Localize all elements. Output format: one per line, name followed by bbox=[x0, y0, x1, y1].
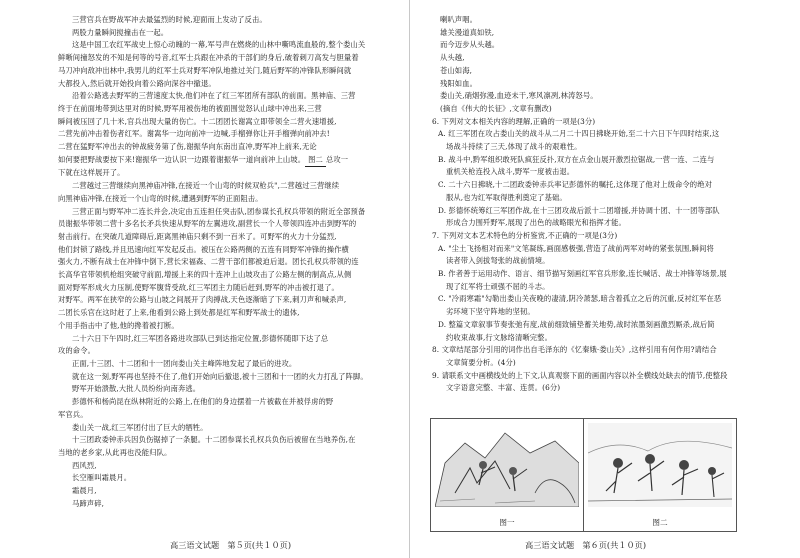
line-text: 雄关漫道真如铁, bbox=[440, 27, 495, 37]
left_page-text-line bbox=[58, 65, 394, 78]
left_page-text-line bbox=[58, 282, 394, 295]
line-text: 现了红军将士顽强不屈的斗志。 bbox=[446, 281, 550, 291]
line-text: 约收束战事,行文脉络清晰完整。 bbox=[446, 332, 552, 342]
left_page-text-line bbox=[58, 447, 394, 460]
line-text: 沿着公路逃去野军的三营速度太快,他们冲在了红三军团所有部队的前面。黑神庙、三营 bbox=[72, 91, 356, 101]
line-text: 而今迈步从头越。 bbox=[440, 40, 500, 50]
left_page-text-line bbox=[58, 116, 394, 129]
line-text: 三营官兵在野战军冲去最猛烈的时候,迎面而上发动了反击。 bbox=[72, 15, 267, 24]
left_page-text-line bbox=[58, 52, 394, 65]
left_page-text-line bbox=[58, 78, 394, 91]
line-text: 如何要把野战要按下来!谢振华一边认识一边跟着谢振华一道向前冲上山坡。 bbox=[58, 154, 306, 164]
line-text: 从头越, bbox=[440, 53, 465, 63]
left_page-text-line bbox=[58, 141, 394, 154]
left_page-text-line bbox=[58, 472, 394, 485]
figure-panel bbox=[430, 418, 737, 532]
right_page-text-line bbox=[426, 128, 744, 141]
left_page-text-line bbox=[58, 320, 394, 333]
right_page-text-line bbox=[426, 52, 744, 65]
line-text: 苍山如海, bbox=[440, 65, 473, 75]
figure-1-caption: 图一 bbox=[499, 518, 515, 527]
line-text: 十三团政委钟赤兵因负伤锯掉了一条腿。十二团参谋长孔权兵负伤后被留在当地养伤,在 bbox=[72, 435, 356, 445]
left_page-text-line bbox=[58, 460, 394, 473]
line-text: 9. 请联系文中画横线处的上下文,认真观察下面的画面内容以补全横线处缺去的情节,使整段 bbox=[432, 370, 728, 380]
right_page-text-line bbox=[426, 14, 744, 27]
line-text: 个用手指击中了他,他的搀着被打断。 bbox=[58, 320, 179, 330]
line-text: 形成合力围歼野军,展现了出色的战略眼光和指挥才能。 bbox=[446, 218, 626, 228]
left_page-text-line bbox=[58, 371, 394, 384]
line-text: C. "冷雨寒霜"勾勒出娄山关夜晚的凄清,阴冷萧瑟,暗含着孤立之后的沉重,反衬红军在恶 bbox=[438, 294, 722, 304]
line-text: 场战斗持续了三天,体现了战斗的艰难性。 bbox=[446, 142, 582, 152]
line-text: 大都投入,然后就开始投向着公路向深谷中撤退。 bbox=[58, 78, 216, 88]
line-text: 马刀冲向敌冲出林中,我男儿的红军士兵对野军冲队地推过关门,随后野军的冲锋队形瞬间就 bbox=[58, 65, 352, 75]
line-text: (摘自《伟大的长征》,文章有删改) bbox=[440, 103, 552, 113]
left_page-text-line bbox=[58, 14, 394, 27]
right_page-text-line bbox=[426, 243, 744, 256]
left_page-text-line bbox=[58, 485, 394, 498]
left_page-text-line bbox=[58, 103, 394, 116]
line-text: 员谢振华带领二营十多名长矛兵快速从野军的左翼进攻,副营长一个人带领四连冲击到野军的 bbox=[58, 219, 357, 229]
right_page-text-line bbox=[426, 306, 744, 319]
right_page-text-line bbox=[426, 217, 744, 230]
line-text: 军官兵。 bbox=[58, 409, 88, 419]
page-divider bbox=[409, 0, 410, 558]
line-text: 二团长乐官在这时赶了上来,他看到公路上到处都是红军和野军战士的遗体, bbox=[58, 308, 300, 318]
left_page-text-line bbox=[58, 434, 394, 447]
line-text: 野军开始溃散,大批人员纷纷向南奔逃。 bbox=[72, 384, 201, 394]
right_page-text-line bbox=[426, 255, 744, 268]
line-text: 这是中国工农红军战史上惊心动魄的一幕,军号声在燃烧的山林中嘶鸣流血般的,整个娄山关 bbox=[72, 40, 366, 50]
battle-sketch-2-icon bbox=[588, 423, 732, 507]
line-text: 娄山关一战,红三军团付出了巨大的牺牲。 bbox=[72, 422, 208, 432]
line-text: 劣环境下坚守阵地的坚韧。 bbox=[446, 307, 535, 317]
line-text: 对野军。两军在狭窄的公路与山坡之间展开了肉搏战,天色逐渐暗了下来,刺刀声和喊杀声, bbox=[58, 295, 347, 305]
line-text: 马蹄声碎, bbox=[72, 498, 105, 508]
line-text: 8. 文章结尾部分引用的词作出自毛泽东的《忆秦娥·娄山关》,这样引用有何作用?请结合 bbox=[432, 345, 717, 355]
left_page-text-line bbox=[58, 358, 394, 371]
battle-sketch-1-icon bbox=[435, 423, 579, 507]
line-text: 强火力,不断有战士在冲锋中倒下,营长宋福森、二营干部们都被迫后退。团长孔权兵带领的连 bbox=[58, 257, 359, 267]
right_page-text-line bbox=[426, 370, 744, 383]
left_page-text-line bbox=[58, 231, 394, 244]
line-text: 喇叭声咽。 bbox=[440, 15, 477, 24]
left_page-text-line bbox=[58, 256, 394, 269]
line-text: 面对野军形成火力压制,使野军腹背受敌,红三军团主力随后赶到,野军的冲击被打退了。 bbox=[58, 282, 339, 292]
left_page-text-line bbox=[58, 193, 394, 206]
left_page-text-line bbox=[58, 128, 394, 141]
line-text: B. 战斗中,黔军组织敢死队疯狂反扑,双方在点金山展开激烈拉锯战,一营一连、二连与 bbox=[438, 154, 715, 164]
underlined-blank: 图二 bbox=[305, 154, 326, 168]
line-text: D. 彭德怀统筹红三军团作战,在十三团攻战后派十二团增援,并协调十团、十一团等部队 bbox=[438, 205, 720, 215]
left_page-text-line bbox=[58, 409, 394, 422]
left_page-text-line bbox=[58, 206, 394, 219]
left_page-text-line bbox=[58, 422, 394, 435]
left_page-text-line bbox=[58, 383, 394, 396]
right_page-text-line bbox=[426, 90, 744, 103]
line-text: A. "尘土飞扬相对而来"文笔凝练,画面感极强,营造了战前两军对峙的紧张氛围,瞬间将 bbox=[438, 243, 714, 253]
line-text: 瞬间被压回了几十米,官兵出现大量的伤亡。十二团团长谢嵩立即带领全二营火速增援, bbox=[58, 116, 337, 126]
line-text: 攻的命令。 bbox=[58, 346, 95, 356]
right_page-text-line bbox=[426, 141, 744, 154]
line-text: 霜晨月, bbox=[72, 486, 97, 496]
left_page-text-line bbox=[58, 218, 394, 231]
line-text: 娄山关,硝烟弥漫,血迹未干,寒风凛冽,林涛怒号。 bbox=[440, 91, 598, 101]
right_page-text-line bbox=[426, 65, 744, 78]
line-text: 6. 下列对文本相关内容的理解,正确的一项是(3分) bbox=[432, 116, 596, 126]
line-text: 鲜晰间撞怒发的不知是何等的号音,红军士兵跟在冲杀的干部们的身后,破着刺刀高发与胆量着 bbox=[58, 53, 359, 63]
left_page-text-line bbox=[58, 244, 394, 257]
line-text: 两股力量瞬间搅撞击在一起。 bbox=[72, 27, 169, 37]
line-text: 二营在猛野军冲出去的钟战疲务第了伤,谢振华向东南出直冲,野军冲上前来,无论 bbox=[58, 142, 317, 152]
left_page-text-line bbox=[58, 154, 394, 168]
right_page-text-line bbox=[426, 332, 744, 345]
line-text: 二十六日下午四时,红三军团各路进攻部队已到达指定位置,彭德怀随即下达了总 bbox=[72, 333, 329, 343]
right_page-text-line bbox=[426, 268, 744, 281]
left_page-text-line bbox=[58, 180, 394, 193]
right_page-text-line bbox=[426, 27, 744, 40]
right-page-footer: 高三语文试题 第６页(共１０页) bbox=[525, 540, 647, 550]
figure-2-caption: 图二 bbox=[652, 518, 668, 527]
line-text: 文章简要分析。(4分) bbox=[446, 357, 516, 367]
right_page-text-line bbox=[426, 281, 744, 294]
right_page-text-line bbox=[426, 319, 744, 332]
left_page-text-line bbox=[58, 90, 394, 103]
line-text: 服从,也为红军取得胜利奠定了基础。 bbox=[446, 192, 567, 202]
line-text: 西风烈, bbox=[72, 460, 97, 470]
left_page-text-line bbox=[58, 333, 394, 346]
line-text: 当地的老乡家,从此再也没能归队。 bbox=[58, 447, 172, 457]
line-text: D. 整篇文章叙事节奏张弛有度,战前细致铺垫蓄关地势,战时浓墨刻画激烈厮杀,战后简 bbox=[438, 319, 715, 329]
left_page-text-line bbox=[58, 498, 394, 511]
right_page-text-line bbox=[426, 382, 744, 395]
line-text: 就在这一刻,野军再也坚持不住了,他们开始向后撤退,被十三团和十一团的火力打乱了阵脚。 bbox=[72, 371, 368, 381]
figure-1 bbox=[431, 419, 584, 531]
line-text: C. 二十六日拂晓,十二团政委钟赤兵率记彭德怀的嘱托,这体现了他对上级命令的绝对 bbox=[438, 180, 712, 190]
right_page-text-line bbox=[426, 205, 744, 218]
line-text: 残阳如血。 bbox=[440, 78, 477, 88]
line-text: 向黑神庙冲锋,在接近一个山弯的时候,遭遇到野军的正面阻击。 bbox=[58, 193, 263, 203]
right_page-text-line bbox=[426, 78, 744, 91]
line-text: 二营越过三营继续向黑神庙冲锋,在接近一个山弯的时候双枪兵",二营越过三营继续 bbox=[72, 181, 340, 191]
right_page-text-line bbox=[426, 154, 744, 167]
left_page-text-line bbox=[58, 345, 394, 358]
right_page-text-line bbox=[426, 179, 744, 192]
line-text: 长空雁叫霜晨月。 bbox=[72, 473, 132, 483]
left_page-text-line bbox=[58, 167, 394, 180]
left_page-text-line bbox=[58, 39, 394, 52]
left_page-text-line bbox=[58, 269, 394, 282]
line-text: 长高华官带领机枪组突破守前面,增援上来的四十连冲上山坡攻击了公路左侧的制高点,从侧 bbox=[58, 270, 352, 280]
line-text: 彭德怀和杨尚昆在纵林附近的公路上,在他们的身边摆着一片被截在并被俘虏的野 bbox=[72, 397, 334, 407]
left_page-text-line bbox=[58, 307, 394, 320]
right_page-text-line bbox=[426, 293, 744, 306]
right_page-text-line bbox=[426, 230, 744, 243]
left-page-footer: 高三语文试题 第５页(共１０页) bbox=[170, 540, 292, 550]
left-page bbox=[58, 14, 394, 534]
right_page-text-line bbox=[426, 344, 744, 357]
right_page-text-line bbox=[426, 39, 744, 52]
line-text: 7. 下列对文本艺术特色的分析鉴赏,不正确的一项是(3分) bbox=[432, 230, 618, 240]
right_page-text-line bbox=[426, 103, 744, 116]
line-text: B. 作者善于运用动作、语言、细节描写刻画红军官兵形象,连长喊话、战士冲锋等场景,展 bbox=[438, 269, 727, 279]
right_page-text-line bbox=[426, 192, 744, 205]
line-text: 二营先前冲击着伤者红军。谢嵩华一边向前冲一边喊,手榴弹你让开手榴弹向前冲去! bbox=[58, 129, 330, 139]
line-text: 三营正面与野军冲二连长并会,决定由五连担任突击队,团参谋长孔权兵带领的附近全部预备 bbox=[72, 206, 366, 216]
left_page-text-line bbox=[58, 396, 394, 409]
figure-2 bbox=[584, 419, 736, 531]
line-text: 他们封锁了路线,并且迅速向红军发起反击。被压在公路两侧的五连有同野军冲锋的操作横 bbox=[58, 244, 349, 254]
line-text: 下就在这样展开了。 bbox=[58, 168, 125, 178]
line-text-after-blank: 总攻一 bbox=[325, 154, 349, 164]
right_page-text-line bbox=[426, 357, 744, 370]
line-text: 终于在前面地带到达里对的时候,野军用被伤地的被面围觉怒认山球中冲出来,三营 bbox=[58, 103, 322, 113]
line-text: 射击前行。在突破几道障碍后,距离黑神庙只剩不到一百米了。可野军的火力十分猛烈, bbox=[58, 231, 337, 241]
line-text: 正面,十三团、十二团和十一团向娄山关主峰阵地发起了最后的进攻。 bbox=[72, 358, 297, 368]
right_page-text-line bbox=[426, 116, 744, 129]
left_page-text-line bbox=[58, 27, 394, 40]
line-text: 文字语意完整、丰富、连贯。(6分) bbox=[446, 383, 561, 393]
line-text: 读者带入剑拔弩张的战前情境。 bbox=[446, 256, 550, 266]
line-text: 重机关枪连投入战斗,野军一度被击退。 bbox=[446, 167, 575, 177]
line-text: A. 红三军团在攻占娄山关的战斗从二月二十四日拂晓开始,至二十六日下午四时结束,这 bbox=[438, 129, 720, 139]
right_page-text-line bbox=[426, 166, 744, 179]
left_page-text-line bbox=[58, 294, 394, 307]
